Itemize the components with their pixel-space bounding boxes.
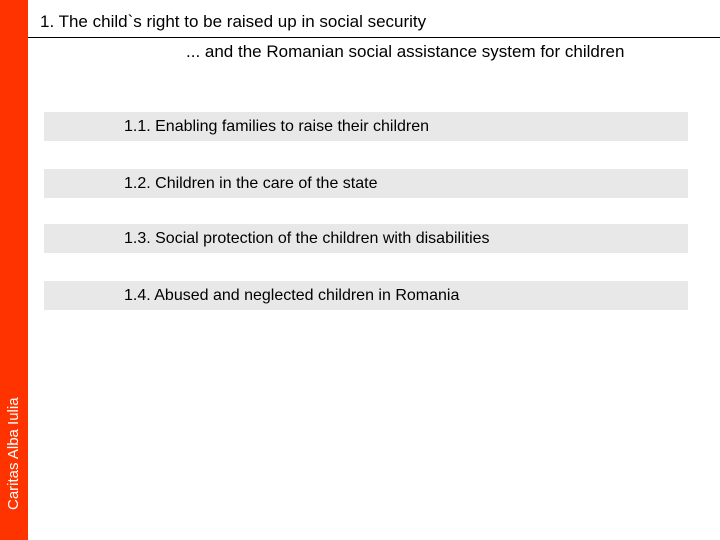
section-item-1-3[interactable] (44, 224, 688, 253)
section-item-label: 1.1. Enabling families to raise their children (124, 118, 430, 135)
title-divider (28, 37, 720, 38)
section-item-1-4[interactable] (44, 281, 688, 310)
section-item-label: 1.3. Social protection of the children with disabilities (124, 230, 490, 247)
section-item-1-1[interactable] (44, 112, 688, 141)
slide-subtitle: ... and the Romanian social assistance system for children (186, 42, 625, 61)
section-item-1-2[interactable] (44, 169, 688, 198)
side-bar (0, 0, 28, 540)
section-item-label: 1.4. Abused and neglected children in Romania (124, 287, 460, 304)
section-item-label: 1.2. Children in the care of the state (124, 175, 378, 192)
side-bar-label: Caritas Alba Iulia (5, 397, 22, 510)
slide-title: 1. The child`s right to be raised up in social security (40, 12, 427, 31)
